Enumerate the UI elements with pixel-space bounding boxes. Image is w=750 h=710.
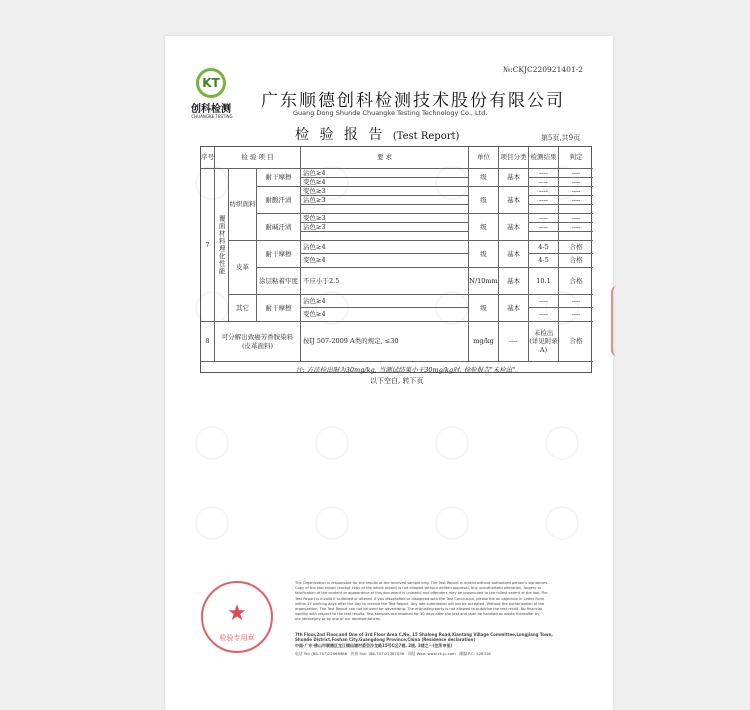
requirement-text: 沾色≥4 xyxy=(301,241,469,254)
verdict-text: ---- xyxy=(559,214,593,223)
address-line: 7th Floor,2nd Floor,and One of 3rd Floor Area C,No. 15 Shalong Road,Xiantang Village Committee,Longjiang Town, xyxy=(295,632,553,637)
unit-text: N/10mm xyxy=(469,268,499,295)
col-header-verdict: 判定 xyxy=(559,147,593,169)
category-text: 基本 xyxy=(499,268,529,295)
report-title-en: (Test Report) xyxy=(392,131,460,142)
logo-name-en: CHUANGKE TESTING xyxy=(191,114,233,119)
blank-remainder: 以下空白, 转下页 xyxy=(370,377,424,385)
test-acid-perspiration: 耐酸汗渍 xyxy=(257,187,301,214)
seal-edge-mark xyxy=(611,286,617,356)
col-header-category: 项目分类 xyxy=(499,147,529,169)
result-text: ---- xyxy=(529,169,559,178)
company-name-en: Guang Dong Shunde Chuangke Testing Technology Co., Ltd. xyxy=(293,109,488,117)
page-number: 第5页,共9页 xyxy=(541,134,581,142)
verdict-text: ---- xyxy=(559,295,593,308)
result-text: 4-5 xyxy=(529,241,559,254)
watermark-logo xyxy=(195,506,229,540)
result-text: ---- xyxy=(529,187,559,196)
col-header-seq: 序号 xyxy=(201,147,215,169)
result-text: 4-5 xyxy=(529,254,559,268)
requirement-text: 沾色≥4 xyxy=(301,295,469,308)
result-text: ---- xyxy=(529,223,559,232)
row-8-seq: 8 xyxy=(201,322,215,362)
requirement-text xyxy=(301,205,469,214)
row-8-item-text: 可分解出致癌芳香胺染料 xyxy=(221,333,294,342)
verdict-text xyxy=(559,205,593,214)
table-note: 注: 方法检出限为30mg/kg, 当测试结果小于30mg/kg时, 检验报告"未检出"。 xyxy=(296,366,522,374)
verdict-text: ---- xyxy=(559,169,593,178)
disclaimer-line: The Organization is responsible for the results of the received sample only. The Test Report is invalid without authorized person's signatures. xyxy=(295,581,549,585)
watermark-logo xyxy=(315,506,349,540)
verdict-text: ---- xyxy=(559,196,593,205)
col-header-unit: 单位 xyxy=(469,147,499,169)
unit-text: 级 xyxy=(469,241,499,268)
watermark-logo xyxy=(545,426,579,460)
test-coating-adhesion: 涂层粘着牢度 xyxy=(257,268,301,295)
phone-label: 电话 Tel: xyxy=(295,651,311,656)
category-text: 基本 xyxy=(499,169,529,187)
result-text xyxy=(529,205,559,214)
requirement-text: 沾色≥3 xyxy=(301,196,469,205)
report-page xyxy=(165,36,613,710)
verdict-text: 合格 xyxy=(559,254,593,268)
material-other: 其它 xyxy=(229,295,257,322)
disclaimer xyxy=(295,581,605,623)
col-header-item: 检 验 项 目 xyxy=(215,147,301,169)
unit-text: 级 xyxy=(469,187,499,214)
postcode: 528318 xyxy=(476,651,491,656)
watermark-logo xyxy=(315,426,349,460)
verdict-text: 合格 xyxy=(559,268,593,295)
disclaimer-line: within 15 working days after the day to receive the Test Report. Any late submission will not be accepted. Without the authorization of the xyxy=(295,601,545,606)
verdict-text: ---- xyxy=(559,308,593,322)
verdict-text: ---- xyxy=(559,178,593,187)
requirement-text: 变色≥3 xyxy=(301,187,469,196)
material-leather: 皮革 xyxy=(229,241,257,295)
row-8-result xyxy=(529,322,559,362)
row-8-result-text: 未检出 xyxy=(533,329,554,338)
postcode-label: 邮编 P.C: xyxy=(459,651,475,656)
category-text: 基本 xyxy=(499,241,529,268)
address-line: 中国·广东·佛山市顺德区龙江镇仙塘村委会沙龙路15号C区7楼, 2楼, 3楼之一(住所申报) xyxy=(295,642,453,648)
company-address xyxy=(295,632,605,648)
contact-info xyxy=(295,651,605,657)
watermark-logo xyxy=(195,426,229,460)
unit-text: 级 xyxy=(469,295,499,322)
row-7-category-text: 覆面材料理化性能 xyxy=(217,215,226,275)
row-8-requirement: 按IJ 507-2009 A类的规定, ≤30 xyxy=(301,322,469,362)
row-8-result-sub: (详见附录A) xyxy=(529,337,558,354)
watermark-logo xyxy=(435,506,469,540)
disclaimer-line: falsification of the content or appearance of this document is unlawful and offenders may be prosecuted to the fullest extent of the law. The xyxy=(295,591,548,596)
row-7-category-label xyxy=(215,169,229,322)
fax-label: 传真 Fax: xyxy=(350,651,368,656)
requirement-text: 沾色≥4 xyxy=(301,169,469,178)
test-dry-rubbing: 耐干摩擦 xyxy=(257,295,301,322)
verdict-text: 合格 xyxy=(559,241,593,254)
result-text: ---- xyxy=(529,178,559,187)
verdict-text: ---- xyxy=(559,223,593,232)
watermark-logo xyxy=(545,506,579,540)
unit-text: 级 xyxy=(469,214,499,241)
material-textile: 纺织面料 xyxy=(229,169,257,241)
requirement-text: 变色≥3 xyxy=(301,214,469,223)
address-line: Shunde District,Foshan City,Guangdong Province,China (Residence declaration) xyxy=(295,637,476,643)
seal-text: 检验专用章 xyxy=(219,634,255,642)
requirement-text: 不应小于2.5 xyxy=(301,268,469,295)
report-title xyxy=(295,124,459,144)
unit-text: 级 xyxy=(469,169,499,187)
col-header-result: 检测结果 xyxy=(529,147,559,169)
watermark-logo xyxy=(435,426,469,460)
requirement-text: 变色≥4 xyxy=(301,308,469,322)
web-address: www.ck-jc.com xyxy=(427,651,456,656)
verdict-text xyxy=(559,232,593,241)
row-8-unit: mg/kg xyxy=(469,322,499,362)
disclaimer-line: Copy of the test report (except copy of the whole report) is not allowed without written approval. Any unauthorized alteration, forgery or xyxy=(295,586,542,591)
phone-number: (86-757)22966986 xyxy=(311,651,348,656)
col-header-requirement: 要 求 xyxy=(301,147,469,169)
requirement-text xyxy=(301,232,469,241)
row-8-item xyxy=(215,322,301,362)
test-dry-rubbing: 耐干摩擦 xyxy=(257,241,301,268)
disclaimer-line: our laboratory or by one of our representatives. xyxy=(295,617,381,622)
row-8-category: ---- xyxy=(499,322,529,362)
result-text: ---- xyxy=(529,196,559,205)
company-logo xyxy=(185,68,237,128)
category-text: 基本 xyxy=(499,187,529,214)
logo-icon: KT xyxy=(196,68,226,98)
test-alkali-perspiration: 耐碱汗渍 xyxy=(257,214,301,241)
result-text: 10.1 xyxy=(529,268,559,295)
report-number: №:CKJC220921401-2 xyxy=(503,65,583,74)
disclaimer-line: liability with respect to the test results. Test samples are retained for 30 days after the test and shall be handled as waste thereafter by xyxy=(295,612,540,617)
category-text: 基本 xyxy=(499,214,529,241)
report-title-cn: 检 验 报 告 xyxy=(295,127,386,143)
requirement-text: 沾色≥3 xyxy=(301,223,469,232)
disclaimer-line: organization, The Test Report can not be used for advertising. The entrusting party is not allowed to publicise the test result. No financial xyxy=(295,606,542,611)
category-text: 基本 xyxy=(499,295,529,322)
result-text: ---- xyxy=(529,295,559,308)
inspection-seal xyxy=(201,581,273,653)
disclaimer-line: Test Report is invalid if scribbled or altered. If you dissatisfied or disagreed with the Test Conclusion, please file an objection in Letter Form xyxy=(295,596,545,601)
result-text xyxy=(529,232,559,241)
fax-number: (86-757)22387036 xyxy=(368,651,405,656)
result-text: ---- xyxy=(529,214,559,223)
result-text: ---- xyxy=(529,308,559,322)
logo-name-cn: 创科检测 xyxy=(191,104,231,115)
requirement-text: 变色≥4 xyxy=(301,254,469,268)
verdict-text: ---- xyxy=(559,187,593,196)
row-8-verdict: 合格 xyxy=(559,322,593,362)
row-8-item-sub: (皮革面料) xyxy=(241,341,274,350)
web-label: 网址 Web: xyxy=(407,651,427,656)
results-table xyxy=(200,146,592,373)
requirement-text: 变色≥4 xyxy=(301,178,469,187)
test-dry-rubbing: 耐干摩擦 xyxy=(257,169,301,187)
row-7-seq: 7 xyxy=(201,169,215,322)
seal-star-icon: ★ xyxy=(227,601,247,626)
company-name-cn: 广东顺德创科检测技术股份有限公司 xyxy=(261,91,565,111)
